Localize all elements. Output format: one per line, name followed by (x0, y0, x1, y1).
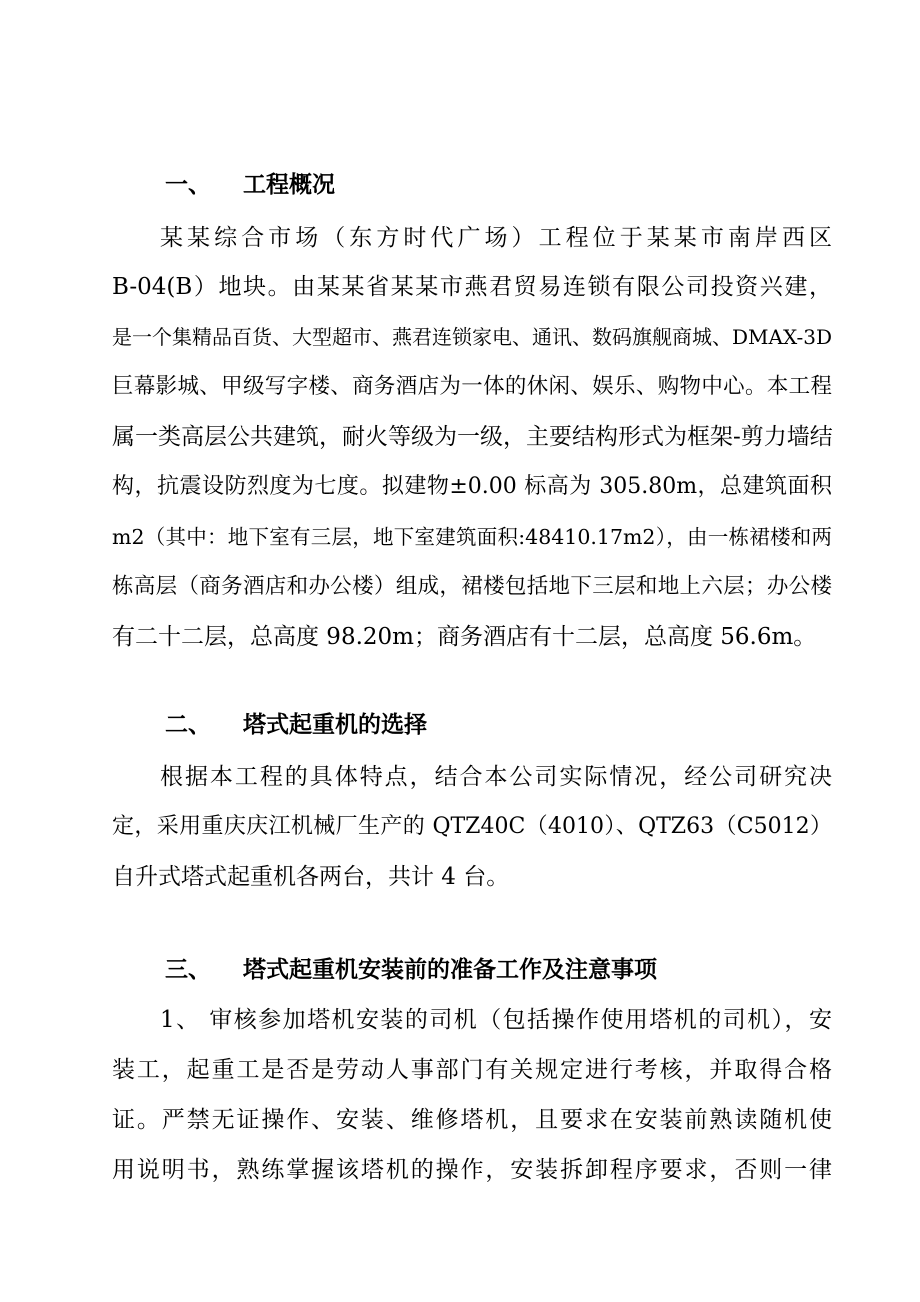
paragraph-line: 有二十二层，总高度 98.20m；商务酒店有十二层，总高度 56.6m。 (112, 624, 817, 650)
paragraph-line: 定，采用重庆庆江机械厂生产的 QTZ40C（4010）、QTZ63（C5012） (112, 814, 832, 839)
section-heading-3 (165, 955, 657, 985)
paragraph-line: 证。严禁无证操作、安装、维修塔机，且要求在安装前熟读随机使 (112, 1107, 832, 1133)
paragraph-line: 构，抗震设防烈度为七度。拟建物±0.00 标高为 305.80m，总建筑面积 (112, 474, 832, 499)
paragraph-line: 某某综合市场（东方时代广场）工程位于某某市南岸西区 (160, 225, 832, 251)
paragraph-line: 巨幕影城、甲级写字楼、商务酒店为一体的休闲、娱乐、购物中心。本工程 (112, 374, 832, 399)
paragraph-line: 是一个集精品百货、大型超市、燕君连锁家电、通讯、数码旗舰商城、DMAX-3D (112, 325, 832, 349)
section-title: 塔式起重机的选择 (243, 712, 427, 738)
paragraph-line: m2（其中：地下室有三层，地下室建筑面积:48410.17m2），由一栋裙楼和两 (112, 525, 832, 549)
section-title: 塔式起重机安装前的准备工作及注意事项 (243, 957, 657, 983)
paragraph-line: 1、 审核参加塔机安装的司机（包括操作使用塔机的司机），安 (160, 1007, 832, 1033)
paragraph-line: 自升式塔式起重机各两台，共计 4 台。 (112, 864, 510, 890)
paragraph-line: B-04(B）地块。由某某省某某市燕君贸易连锁有限公司投资兴建， (112, 274, 832, 300)
paragraph-line: 用说明书，熟练掌握该塔机的操作，安装拆卸程序要求，否则一律 (112, 1157, 832, 1183)
paragraph-line: 栋高层（商务酒店和办公楼）组成，裙楼包括地下三层和地上六层；办公楼 (112, 574, 832, 599)
paragraph-line: 属一类高层公共建筑，耐火等级为一级，主要结构形式为框架-剪力墙结 (112, 424, 833, 450)
section-number: 二、 (165, 712, 211, 738)
section-title: 工程概况 (243, 172, 335, 198)
paragraph-line: 装工，起重工是否是劳动人事部门有关规定进行考核，并取得合格 (112, 1057, 832, 1083)
section-number: 三、 (165, 957, 211, 983)
paragraph-line: 根据本工程的具体特点，结合本公司实际情况，经公司研究决 (160, 764, 832, 790)
section-heading-1 (165, 170, 335, 200)
section-heading-2 (165, 710, 427, 740)
section-number: 一、 (165, 172, 211, 198)
